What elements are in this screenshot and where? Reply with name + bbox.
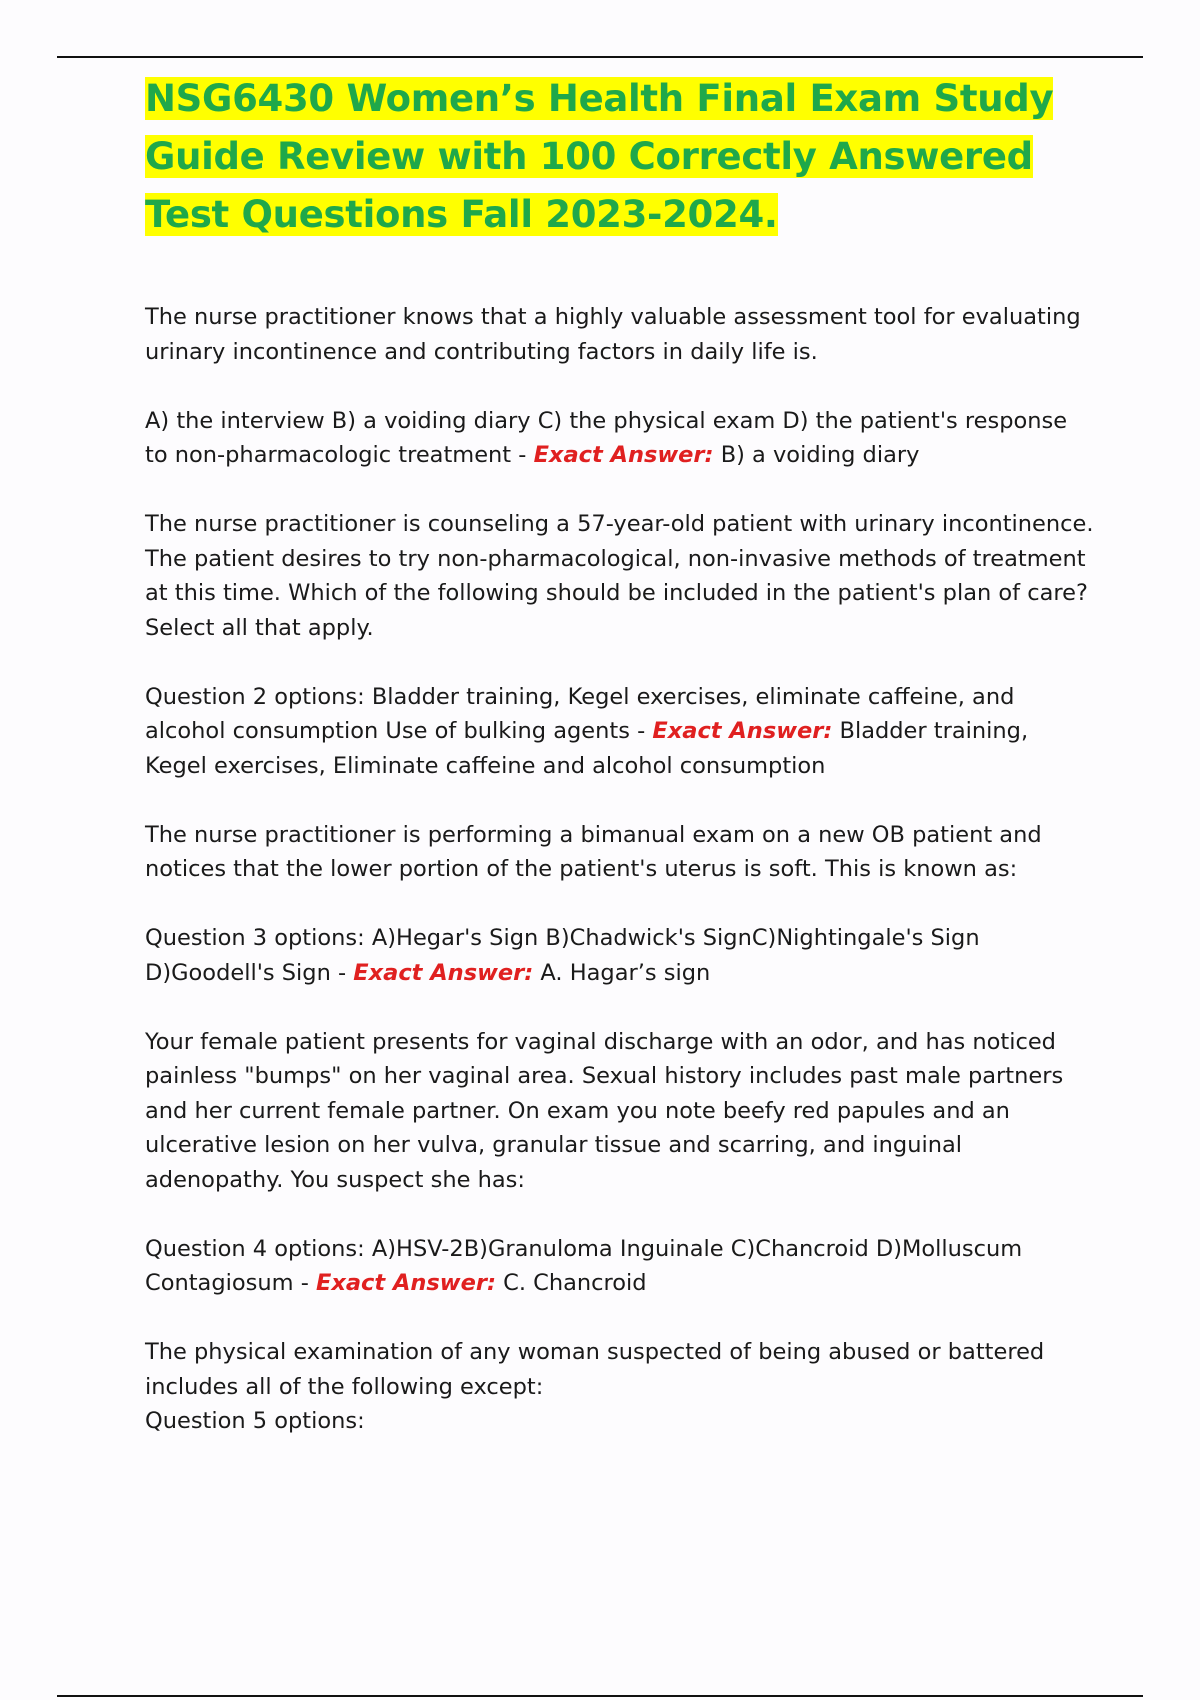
answer-text: Bladder training, Kegel exercises, Eliminate caffeine and alcohol consumption <box>145 718 1029 779</box>
answer-text: B) a voiding diary <box>720 442 920 468</box>
document-title <box>145 70 1095 244</box>
title-highlight: NSG6430 Women’s Health Final Exam Study Guide Review with 100 Correctly Answered Test Questions Fall 2023-2024. <box>145 77 1054 236</box>
question-5-text: The physical examination of any woman suspected of being abused or battered includes all of the following except: <box>145 1339 1045 1400</box>
question-4-text: Your female patient presents for vaginal discharge with an odor, and has noticed painless "bumps" on her vaginal area. Sexual history includes past male partners and her current female partner. On exam you note beefy red papules and an ulcerative lesion on her vulva, granular tissue and scarring, and inguinal adenopathy. You suspect she has: <box>145 1028 1064 1193</box>
question-3-text: The nurse practitioner is performing a bimanual exam on a new OB patient and notices that the lower portion of the patient's uterus is soft. This is known as: <box>145 821 1042 882</box>
options-text: Question 2 options: Bladder training, Kegel exercises, eliminate caffeine, and alcohol consumption Use of bulking agents <box>145 683 1015 744</box>
separator: - <box>511 442 534 468</box>
exact-answer-label: Exact Answer: <box>533 442 714 468</box>
top-rule <box>57 56 1143 58</box>
separator: - <box>293 1270 316 1296</box>
answer-text: A. Hagar’s sign <box>540 959 711 986</box>
question-1-text: The nurse practitioner knows that a highly valuable assessment tool for evaluating urinary incontinence and contributing factors in daily life is. <box>145 304 1081 365</box>
separator: - <box>330 959 354 986</box>
exact-answer-label: Exact Answer: <box>652 718 833 744</box>
question-3-options <box>145 921 1095 990</box>
options-text: Question 4 options: A)HSV-2B)Granuloma Inguinale C)Chancroid D)Molluscum Contagiosum <box>145 1235 1023 1296</box>
exact-answer-label: Exact Answer: <box>315 1270 496 1296</box>
answer-text: C. Chancroid <box>503 1270 647 1296</box>
options-text: Question 3 options: A)Hegar's Sign B)Chadwick's SignC)Nightingale's Sign D)Goodell's Sign <box>145 925 980 986</box>
document-body <box>145 300 1095 1439</box>
options-text: A) the interview B) a voiding diary C) the physical exam D) the patient's response to non-pharmacologic treatment <box>145 407 1068 468</box>
bottom-rule <box>57 1695 1143 1697</box>
exact-answer-label: Exact Answer: <box>353 959 534 986</box>
question-2-text: The nurse practitioner is counseling a 57-year-old patient with urinary incontinence. The patient desires to try non-pharmacological, non-invasive methods of treatment at this time. Which of the following should be included in the patient's plan of care? Select all that apply. <box>145 511 1094 641</box>
question-5-options: Question 5 options: <box>145 1408 365 1434</box>
question-2-options <box>145 680 1095 784</box>
question-4-options <box>145 1232 1095 1301</box>
document-page <box>145 70 1095 1439</box>
question-1-options <box>145 404 1095 473</box>
separator: - <box>629 718 653 744</box>
